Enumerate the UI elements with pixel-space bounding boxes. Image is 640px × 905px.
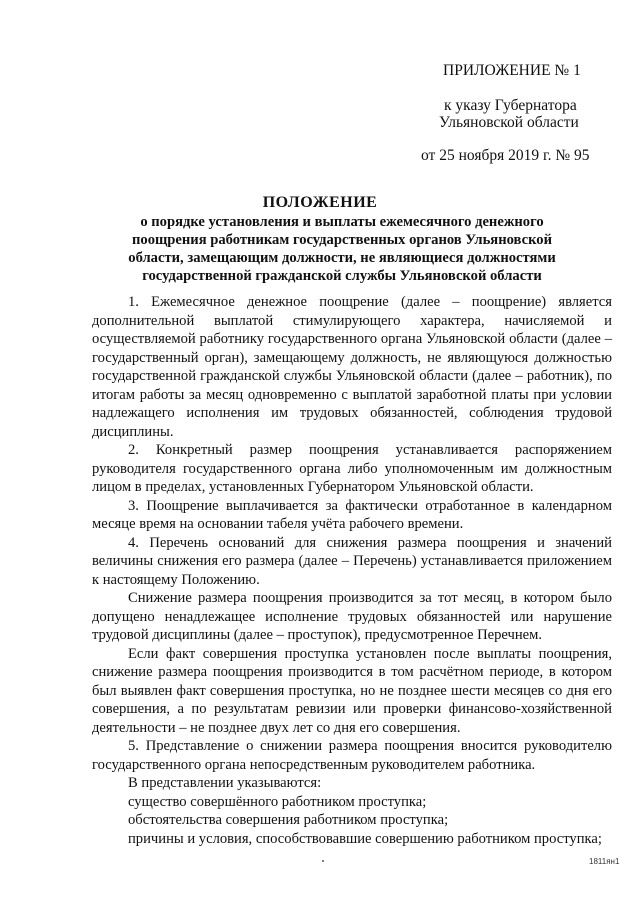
document-subtitle: [112, 213, 572, 285]
decree-date: от 25 ноября 2019 г. № 95: [421, 147, 590, 164]
paragraph-4: 4. Перечень оснований для снижения размера поощрения и значений величины снижения его размера (далее – Перечень) устанавливается приложением к настоящему Положению.: [92, 534, 612, 588]
decree-reference-line1: к указу Губернатора: [444, 97, 577, 114]
document-body: [92, 293, 612, 848]
paragraph-5: 5. Представление о снижении размера поощрения вносится руководителю государственного органа непосредственным руководителем работника.: [92, 738, 612, 773]
list-intro: В представлении указываются:: [128, 775, 322, 791]
list-item: обстоятельства совершения работником проступка;: [128, 812, 449, 828]
subtitle-line: поощрения работникам государственных органов Ульяновской: [131, 232, 552, 248]
scan-dot: [322, 860, 324, 862]
subtitle-line: области, замещающим должности, не являющиеся должностями: [128, 250, 556, 266]
subtitle-line: о порядке установления и выплаты ежемесячного денежного: [140, 214, 544, 230]
list-item: существо совершённого работником проступка;: [128, 793, 427, 810]
paragraph-4-late-detection: Если факт совершения проступка установлен после выплаты поощрения, снижение размера поощрения производится в том расчётном периоде, в котором был выявлен факт совершения проступка, но не позднее шести месяцев со дня его совершения, а по результатам ревизии или проверки финансово-хозяйственной деятельности – не позднее двух лет со дня его совершения.: [92, 645, 612, 736]
appendix-title: ПРИЛОЖЕНИЕ № 1: [443, 62, 581, 79]
page-code: 1811ян1: [589, 857, 620, 866]
paragraph-3: 3. Поощрение выплачивается за фактически отработанное в календарном месяце время на основании табеля учёта рабочего времени.: [92, 497, 612, 532]
paragraph-4-reduction: Снижение размера поощрения производится за тот месяц, в котором было допущено ненадлежащее исполнение трудовых обязанностей или нарушение трудовой дисциплины (далее – проступок), предусмотренное Перечнем.: [92, 590, 612, 643]
list-item: причины и условия, способствовавшие совершению работником проступка;: [128, 830, 602, 847]
paragraph-2: 2. Конкретный размер поощрения устанавливается распоряжением руководителя государственного органа либо уполномоченным им должностным лицом в пределах, установленных Губернатором Ульяновской области.: [92, 442, 612, 495]
paragraph-1: 1. Ежемесячное денежное поощрение (далее – поощрение) является дополнительной выплатой стимулирующего характера, начисляемой и осуществляемой работнику государственного органа Ульяновской области (далее – государственный орган), замещающему должность, не являющуюся должностью государственной гражданской службы Ульяновской области (далее – работник), по итогам работы за месяц одновременно с выплатой заработной платы при условии надлежащего исполнения им трудовых обязанностей, соблюдения трудовой дисциплины.: [92, 294, 612, 440]
subtitle-line: государственной гражданской службы Ульяновской области: [142, 268, 542, 284]
document-title: ПОЛОЖЕНИЕ: [262, 194, 378, 211]
decree-reference-line2: Ульяновской области: [439, 114, 579, 131]
